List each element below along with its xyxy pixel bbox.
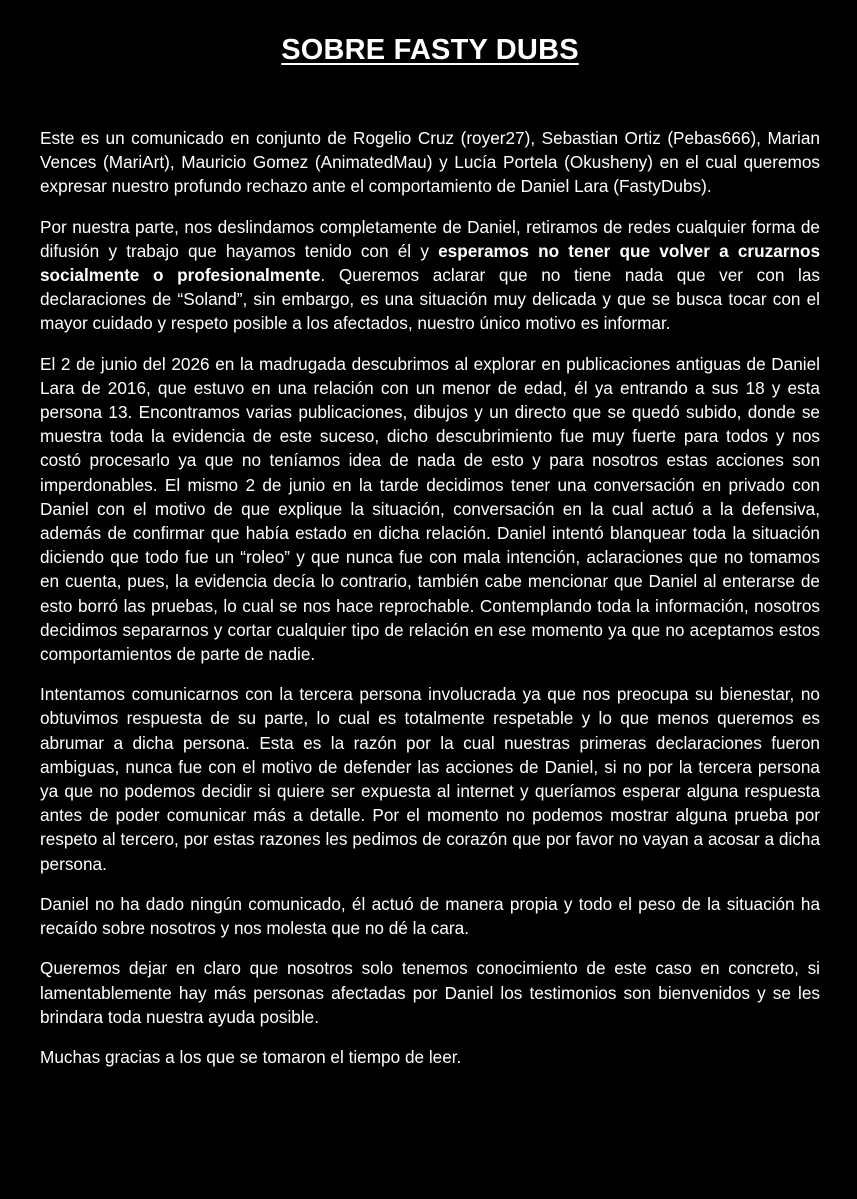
paragraph-position-end: . Queremos aclarar que no tiene nada que ver con las declaraciones de “Soland”, sin embargo, es una situación muy delicada y que se busca tocar con el mayor cuidado y respeto posible a los afectados, nuestro único motivo es informar. (40, 265, 820, 334)
page-title: SOBRE FASTY DUBS (281, 34, 579, 66)
paragraph-no-statement: Daniel no ha dado ningún comunicado, él actuó de manera propia y todo el peso de la situación ha recaído sobre nosotros y nos molesta que no dé la cara. (40, 893, 820, 939)
paragraph-position (40, 215, 820, 336)
paragraph-third-party: Intentamos comunicarnos con la tercera persona involucrada ya que nos preocupa su bienestar, no obtuvimos respuesta de su parte, lo cual es totalmente respetable y lo que menos queremos es abrumar a dicha persona. Esta es la razón por la cual nuestras primeras declaraciones fueron ambiguas, nunca fue con el motivo de defender las acciones de Daniel, si no por la tercera persona ya que no podemos decidir si quiere ser expuesta al internet y queríamos esperar alguna respuesta antes de poder comunicar más a detalle. Por el momento no podemos mostrar alguna prueba por respeto al tercero, por estas razones les pedimos de corazón que por favor no vayan a acosar a dicha persona. (40, 684, 820, 874)
statement-body (40, 126, 820, 1069)
paragraph-discovery: El 2 de junio del 2026 en la madrugada descubrimos al explorar en publicaciones antiguas de Daniel Lara de 2016, que estuvo en una relación con un menor de edad, él ya entrando a sus 18 y esta persona 13. Encontramos varias publicaciones, dibujos y un directo que se quedó subido, donde se muestra toda la evidencia de este suceso, dicho descubrimiento fue muy fuerte para todos y nos costó procesarlo ya que no teníamos idea de nada de esto y para nosotros estas acciones son imperdonables. El mismo 2 de junio en la tarde decidimos tener una conversación en privado con Daniel con el motivo de que explique la situación, conversación en la cual actuó a la defensiva, además de confirmar que había estado en dicha relación. Daniel intentó blanquear toda la situación diciendo que todo fue un “roleo” y que nunca fue con mala intención, aclaraciones que no tomamos en cuenta, pues, la evidencia decía lo contrario, también cabe mencionar que Daniel al enterarse de esto borró las pruebas, lo cual se nos hace reprochable. Contemplando toda la información, nosotros decidimos separarnos y cortar cualquier tipo de relación en ese momento ya que no aceptamos estos comportamientos de parte de nadie. (40, 353, 820, 665)
paragraph-position-start: Por nuestra parte, nos deslindamos completamente de Daniel, retiramos de redes cualquier forma de difusión y trabajo que hayamos tenido con él y (40, 216, 820, 261)
paragraph-position-emphasis: esperamos no tener que volver a cruzarnos socialmente o profesionalmente (40, 240, 821, 286)
paragraph-intro: Este es un comunicado en conjunto de Rogelio Cruz (royer27), Sebastian Ortiz (Pebas666), Marian Vences (MariArt), Mauricio Gomez (AnimatedMau) y Lucía Portela (Okusheny) en el cual queremos expresar nuestro profundo rechazo ante el comportamiento de Daniel Lara (FastyDubs). (40, 128, 820, 197)
paragraph-thanks: Muchas gracias a los que se tomaron el tiempo de leer. (40, 1046, 462, 1067)
paragraph-testimonies: Queremos dejar en claro que nosotros solo tenemos conocimiento de este caso en concreto, si lamentablemente hay más personas afectadas por Daniel los testimonios son bienvenidos y se les brindara toda nuestra ayuda posible. (40, 958, 820, 1027)
